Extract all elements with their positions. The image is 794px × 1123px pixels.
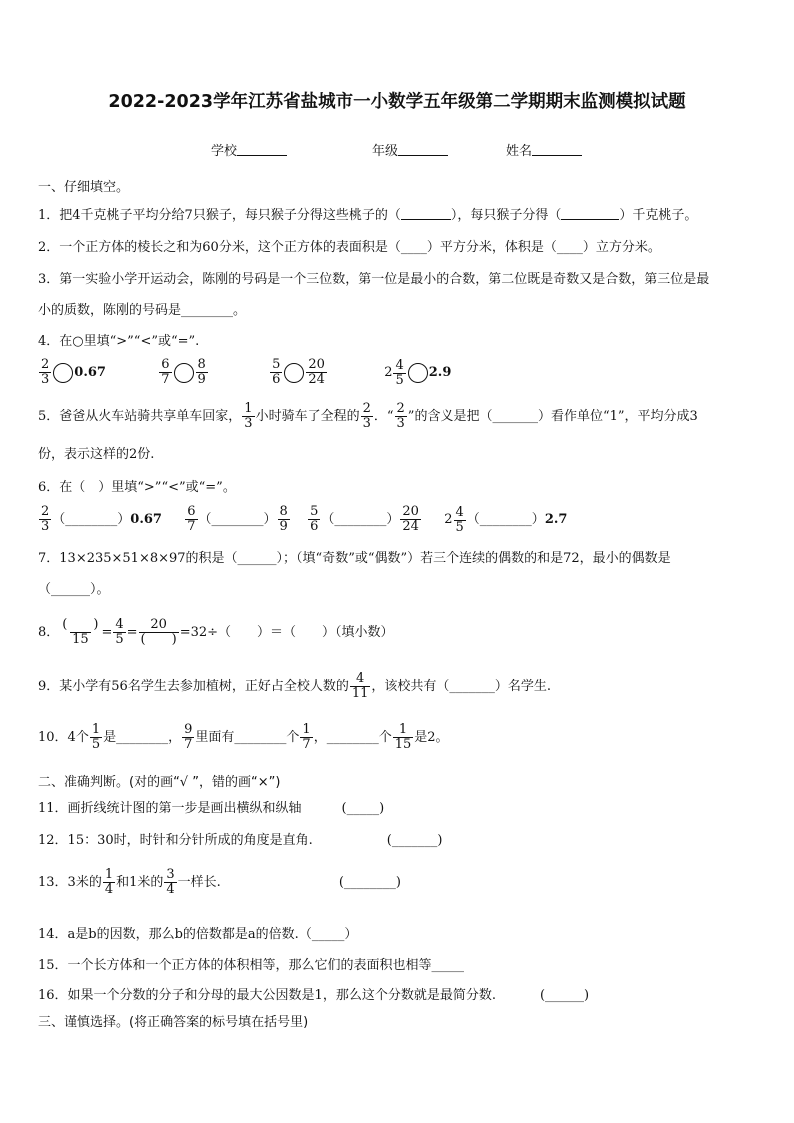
section-3-heading: 三、谨慎选择。(将正确答案的标号填在括号里) xyxy=(38,1015,309,1030)
school-field: 学校 xyxy=(211,140,287,159)
question-7-line-1: 7．13×235×51×8×97的积是（______）；（填“奇数”或“偶数”）若三个连续的偶数的和是72，最小的偶数是 xyxy=(38,551,671,566)
question-3-line-1: 3．第一实验小学开运动会，陈刚的号码是一个三位数，第一位是最小的合数，第二位既是奇数又是合数，第三位是最 xyxy=(38,272,710,287)
compare-circle[interactable] xyxy=(53,363,73,383)
compare-circle[interactable] xyxy=(174,363,194,383)
question-2: 2．一个正方体的棱长之和为60分米，这个正方体的表面积是（____）平方分米，体积是（____）立方分米。 xyxy=(38,240,661,255)
question-16: 16．如果一个分数的分子和分母的最大公因数是1，那么这个分数就是最简分数. (______) xyxy=(38,988,590,1003)
question-7-line-2: （______）。 xyxy=(38,582,110,597)
question-15: 15．一个长方体和一个正方体的体积相等，那么它们的表面积也相等_____ xyxy=(38,958,465,973)
section-2-heading: 二、准确判断。(对的画“√ ”，错的画“×”) xyxy=(38,775,281,790)
question-3-line-2: 小的质数，陈刚的号码是________。 xyxy=(38,303,247,318)
question-12: 12．15：30时，时针和分针所成的角度是直角. (_______) xyxy=(38,833,443,848)
compare-circle[interactable] xyxy=(408,363,428,383)
question-6: 6．在（ ）里填“>”“<”或“=”。 xyxy=(38,480,236,495)
question-4-items: $\frac{2}{3}$ 0.67 $\frac{6}{7}$ $\frac{8}{9}$ $\frac{5}{6}$ $\frac{20}{24}$ 2 $\frac{4}{5}$ 2.9 xyxy=(41,357,452,388)
section-1-heading: 一、仔细填空。 xyxy=(38,180,130,195)
question-6-items: $\frac{2}{3}$ （________）0.67 $\frac{6}{7}$ （________） $\frac{8}{9}$ $\frac{5}{6}$ （________） $\frac{20}{24}$ 2 $\frac{4}{5}$ （________）2.7 xyxy=(41,504,568,535)
question-4: 4．在○里填“>”“<”或“=”. xyxy=(38,334,200,349)
question-10: 10．4个 $\frac{1}{5}$ 是________， $\frac{9}{7}$ 里面有________个 $\frac{1}{7}$ ，________个 $\frac{1}{15}$ 是2。 xyxy=(38,722,449,752)
question-8: 8． $\frac{( )}{15}$ = $\frac{4}{5}$ = $\frac{20}{( )}$ =32÷（ ）＝（ ）（填小数） xyxy=(38,617,394,647)
fraction: $\frac{2}{3}$ xyxy=(41,357,50,387)
question-1: 1．把4千克桃子平均分给7只猴子，每只猴子分得这些桃子的（ ），每只猴子分得（ ）千克桃子。 xyxy=(38,208,698,223)
question-14: 14．a是b的因数，那么b的倍数都是a的倍数.（_____） xyxy=(38,927,358,942)
grade-field: 年级 xyxy=(372,140,448,159)
question-13: 13．3米的 $\frac{1}{4}$ 和1米的 $\frac{3}{4}$ 一样长. (________) xyxy=(38,867,401,897)
page-title: 2022-2023学年江苏省盐城市一小数学五年级第二学期期末监测模拟试题 xyxy=(108,92,686,112)
question-5-line-2: 份，表示这样的2份. xyxy=(38,447,155,462)
question-11: 11．画折线统计图的第一步是画出横纵和纵轴 (_____) xyxy=(38,801,385,816)
compare-circle[interactable] xyxy=(284,363,304,383)
name-field: 姓名 xyxy=(506,140,582,159)
question-9: 9．某小学有56名学生去参加植树，正好占全校人数的 $\frac{4}{11}$ ，该校共有（_______）名学生. xyxy=(38,671,552,701)
question-5-line-1: 5．爸爸从火车站骑共享单车回家， $\frac{1}{3}$ 小时骑车了全程的 $\frac{2}{3}$ ．“ $\frac{2}{3}$ ”的含义是把（_______）看作单位“1”，平均分成3 xyxy=(38,401,698,431)
